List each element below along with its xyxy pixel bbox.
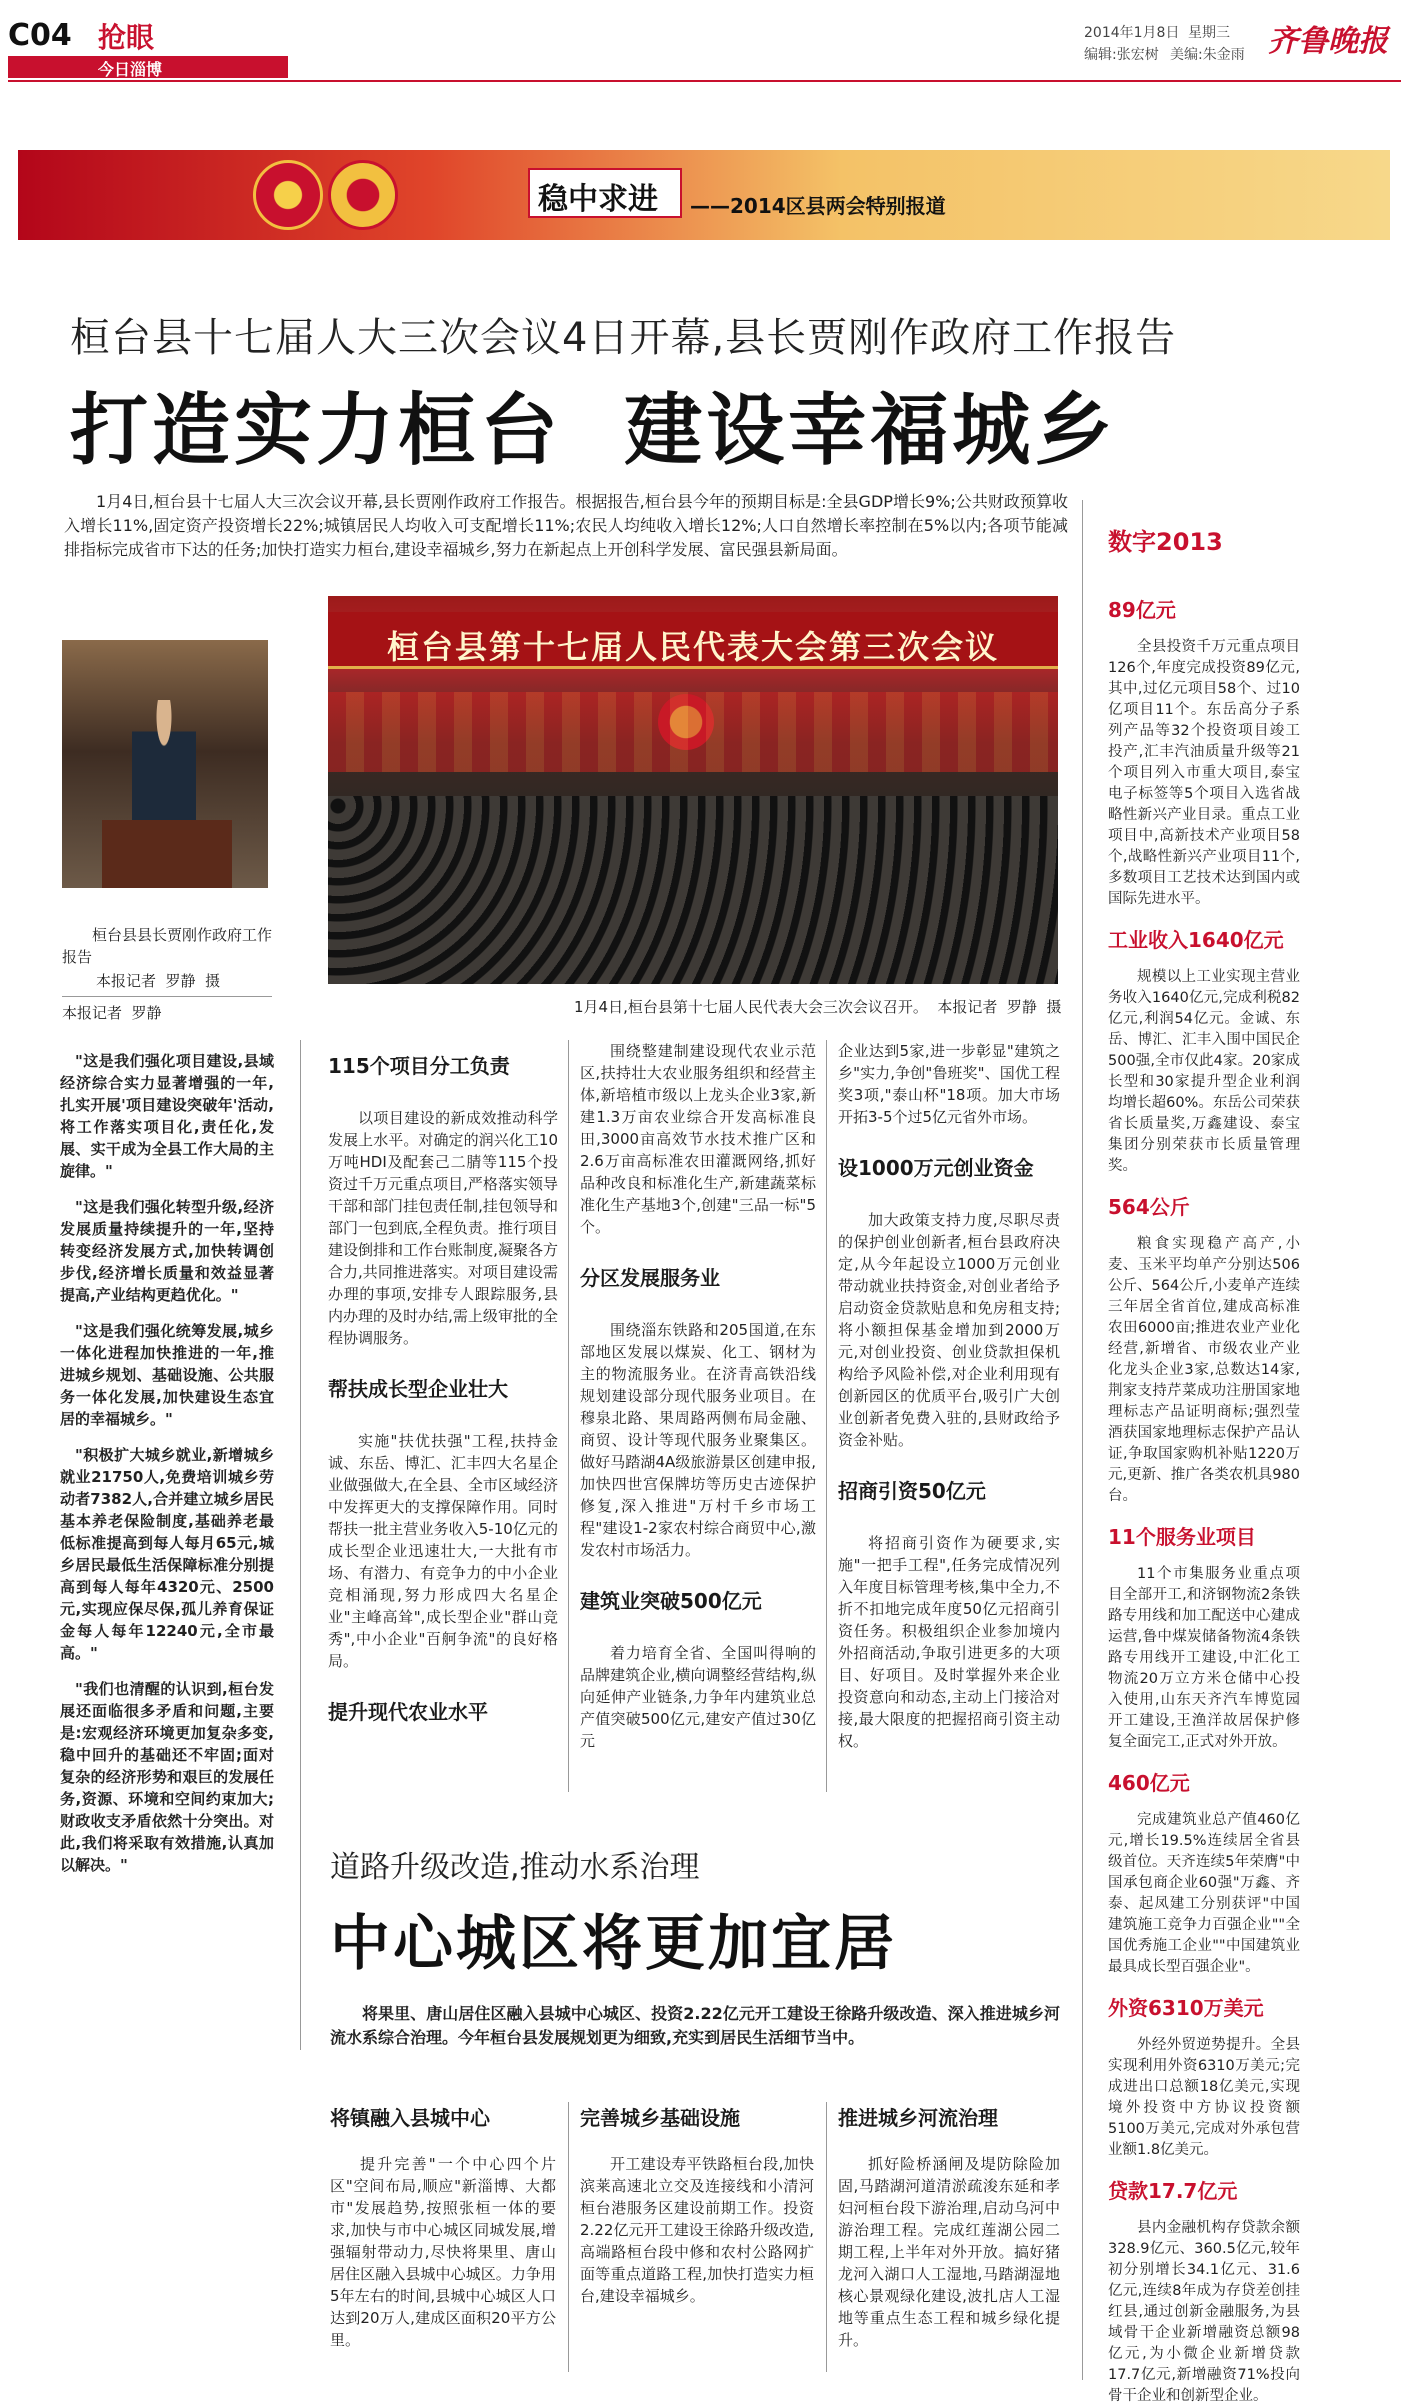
section-heading: 将镇融入县城中心 xyxy=(330,2106,490,2130)
section-name: 抢眼 xyxy=(98,21,155,54)
page-header xyxy=(0,0,1409,80)
editor-credit: 编辑:张宏树 xyxy=(1084,47,1159,63)
byline: 本报记者 罗静 xyxy=(62,1004,162,1022)
main-photo-caption: 1月4日,桓台县第十七届人民代表大会三次会议召开。 本报记者 罗静 摄 xyxy=(574,998,1062,1016)
stat-text: 规模以上工业实现主营业务收入1640亿元,完成利税82亿元,利润54亿元。金诚、东岳、博汇、汇丰入围中国民企500强,全市仅此4家。20家成长型和30家提升型企业利润均增长超60%。东岳公司荣获省长质量奖,万鑫建设、泰宝集团分别荣获市长质量管理奖。 xyxy=(1108,969,1300,1174)
quote-item: "我们也清醒的认识到,桓台发展还面临很多矛盾和问题,主要是:宏观经济环境更加复杂多变,稳中回升的基础还不牢固;面对复杂的经济形势和艰巨的发展任务,资源、环境和空间约束加大;财政收支矛盾依然十分突出。对此,我们将采取有效措施,认真加以解决。" xyxy=(60,1680,274,1874)
section-heading: 建筑业突破500亿元 xyxy=(580,1589,762,1613)
section-heading: 招商引资50亿元 xyxy=(838,1479,986,1503)
stat-heading: 89亿元 xyxy=(1108,598,1176,622)
quote-item: "这是我们强化统筹发展,城乡一体化进程加快推进的一年,推进城乡规划、基础设施、公共服务一体化发展,加快建设生态宜居的幸福城乡。" xyxy=(60,1322,274,1428)
stat-text: 粮食实现稳产高产,小麦、玉米平均单产分别达506公斤、564公斤,小麦单产连续三年居全省首位,建成高标准农田6000亩;推进农业产业化经营,新增省、市级农业产业化龙头企业3家,总数达14家,荆家支持芹菜成功注册国家地理标志产品证明商标;强烈莹酒获国家地理标志保护产品认证,争取国家购机补贴1220万元,更新、推广各类农机具980台。 xyxy=(1108,1236,1300,1504)
article-col-1 xyxy=(328,1050,558,1725)
section-heading: 115个项目分工负责 xyxy=(328,1054,510,1078)
article-text: 提升完善"一个中心四个片区"空间布局,顺应"新淄博、大都市"发展趋势,按照张桓一体的要求,加快与市中心城区同城发展,增强辐射带动力,尽快将果里、唐山居住区融入县城中心城区。力争用5年左右的时间,县城中心城区人口达到20万人,建成区面积20平方公里。 xyxy=(330,2155,556,2349)
article-col-3 xyxy=(838,1040,1060,1752)
stat-text: 县内金融机构存贷款余额328.9亿元、360.5亿元,较年初分别增长34.1亿元、31.6亿元,连续8年成为存贷差创挂红县,通过创新金融服务,为县域骨干企业新增融资总额98亿元,为小微企业新增贷款17.7亿元,新增融资71%投向骨干企业和创新型企业。 xyxy=(1108,2220,1300,2404)
sidebar xyxy=(1108,594,1300,2407)
special-report-banner xyxy=(18,150,1390,240)
newspaper-logo: 齐鲁晚报 xyxy=(1268,24,1388,59)
column-divider xyxy=(826,1040,827,1792)
section-heading: 帮扶成长型企业壮大 xyxy=(328,1377,508,1401)
quote-item: "这是我们强化转型升级,经济发展质量持续提升的一年,坚持转变经济发展方式,加快转调创步伐,经济增长质量和效益显著提高,产业结构更趋优化。" xyxy=(60,1198,274,1304)
column-divider xyxy=(826,2102,827,2372)
stage-flags xyxy=(328,692,1058,772)
stat-text: 全县投资千万元重点项目126个,年度完成投资89亿元,其中,过亿元项目58个、过10亿项目11个。东岳高分子系列产品等32个投资项目竣工投产,汇丰汽油质量升级等21个项目列入市重大项目,泰宝电子标签等5个项目入选省战略性新兴产业目录。重点工业项目中,高新技术产业项目58个,战略性新兴产业项目11个,多数项目工艺技术达到国内或国际先进水平。 xyxy=(1108,639,1300,907)
section-heading: 完善城乡基础设施 xyxy=(580,2106,740,2130)
hall-banner-text: 桓台县第十七届人民代表大会第三次会议 xyxy=(386,628,999,666)
column-divider xyxy=(300,1040,301,2050)
second-col-3 xyxy=(838,2102,1060,2351)
stat-text: 完成建筑业总产值460亿元,增长19.5%连续居全省县级首位。天齐连续5年荣膺"中国承包商企业60强"万鑫、齐泰、起凤建工分别获评"中国建筑施工竞争力百强企业""全国优秀施工企业""中国建筑业最具成长型百强企业"。 xyxy=(1108,1812,1300,1975)
quote-item: "这是我们强化项目建设,县域经济综合实力显著增强的一年,扎实开展'项目建设突破年'活动,将工作落实项目化,责任化,发展、实干成为全县工作大局的主旋律。" xyxy=(60,1052,274,1180)
section-heading: 设1000万元创业资金 xyxy=(838,1156,1034,1180)
stat-heading: 工业收入1640亿元 xyxy=(1108,928,1284,952)
headline-main: 打造实力桓台 建设幸福城乡 xyxy=(70,386,1117,476)
stat-heading: 贷款17.7亿元 xyxy=(1108,2179,1238,2203)
issue-weekday: 星期三 xyxy=(1188,25,1230,41)
article-text: 围绕淄东铁路和205国道,在东部地区发展以煤炭、化工、钢材为主的物流服务业。在济青高铁沿线规划建设部分现代服务业项目。在穆泉北路、果周路两侧布局金融、商贸、设计等现代服务业聚集区。做好马踏湖4A级旅游景区创建申报,加快四世宫保牌坊等历史古迹保护修复,深入推进"万村千乡市场工程"建设1-2家农村综合商贸中心,激发农村市场活力。 xyxy=(580,1321,816,1559)
portrait-rule xyxy=(62,996,272,997)
designer-credit: 美编:朱金雨 xyxy=(1170,47,1245,63)
sidebar-divider xyxy=(1082,500,1083,2380)
portrait-credit: 本报记者 罗静 摄 xyxy=(96,972,221,990)
page-code: C04 xyxy=(8,18,72,53)
article-text: 实施"扶优扶强"工程,扶持金诚、东岳、博汇、汇丰四大名星企业做强做大,在全县、全市区域经济中发挥更大的支撑保障作用。同时帮扶一批主营业务收入5-10亿元的成长型企业迅速壮大,一大批有市场、有潜力、有竞争力的中小企业竞相涌现,努力形成四大名星企业"主峰高耸",成长型企业"群山竞秀",中小企业"百舸争流"的良好格局。 xyxy=(328,1432,558,1670)
article-text: 开工建设寿平铁路桓台段,加快滨莱高速北立交及连接线和小清河桓台港服务区建设前期工作。投资2.22亿元开工建设王徐路升级改造,高端路桓台段中修和农村公路网扩面等重点道路工程,加快打造实力桓台,建设幸福城乡。 xyxy=(580,2155,814,2305)
banner-title: 稳中求进 xyxy=(538,182,658,217)
lead-paragraph: 1月4日,桓台县十七届人大三次会议开幕,县长贾刚作政府工作报告。根据报告,桓台县今年的预期目标是:全县GDP增长9%;公共财政预算收入增长11%,固定资产投资增长22%;城镇居民人均收入可支配增长11%;农民人均纯收入增长12%;人口自然增长率控制在5%以内;各项节能减排指标完成省市下达的任务;加快打造实力桓台,建设幸福城乡,努力在新起点上开创科学发展、富民强县新局面。 xyxy=(64,492,1068,559)
column-divider xyxy=(568,1040,569,1792)
quotes-column xyxy=(60,1050,274,1890)
article-text: 将招商引资作为硬要求,实施"一把手工程",任务完成情况列入年度目标管理考核,集中全力,不折不扣地完成年度50亿元招商引资任务。积极组织企业参加境内外招商活动,争取引进更多的大项目、好项目。及时掌握外来企业投资意向和动态,主动上门接洽对接,最大限度的把握招商引资主动权。 xyxy=(838,1534,1060,1750)
article-text: 抓好险桥涵闸及堤防除险加固,马踏湖河道清淤疏浚东延和孝妇河桓台段下游治理,启动乌河中游治理工程。完成红莲湖公园二期工程,上半年对外开放。搞好猪龙河入湖口人工湿地,马踏湖湿地核心景观绿化建设,波扎店人工湿地等重点生态工程和城乡绿化提升。 xyxy=(838,2155,1060,2349)
article-text: 着力培育全省、全国叫得响的品牌建筑企业,横向调整经营结构,纵向延伸产业链条,力争年内建筑业总产值突破500亿元,建安产值过30亿元 xyxy=(580,1644,816,1750)
section-heading: 提升现代农业水平 xyxy=(328,1700,488,1724)
quote-item: "积极扩大城乡就业,新增城乡就业21750人,免费培训城乡劳动者7382人,合并建立城乡居民基本养老保险制度,基础养老最低标准提高到每人每月65元,城乡居民最低生活保障标准分别提高到每人每年4320元、2500元,实现应保尽保,孤儿养育保证金每人每年12240元,全市最高。" xyxy=(60,1446,274,1662)
stat-text: 外经外贸逆势提升。全县实现利用外资6310万美元;完成进出口总额18亿美元,实现境外投资中方协议投资额5100万美元,完成对外承包营业额1.8亿美元。 xyxy=(1108,2037,1300,2158)
section-heading: 分区发展服务业 xyxy=(580,1266,720,1290)
article-text: 企业达到5家,进一步彰显"建筑之乡"实力,争创"鲁班奖"、国优工程奖3项,"泰山杯"18项。加大市场开拓3-5个过5亿元省外市场。 xyxy=(838,1042,1060,1126)
portrait-photo xyxy=(62,640,268,888)
podium xyxy=(102,820,232,888)
banner-subtitle: ——2014区县两会特别报道 xyxy=(690,194,946,218)
article-col-2 xyxy=(580,1040,816,1752)
party-emblem-icon xyxy=(328,160,398,230)
headline-kicker: 桓台县十七届人大三次会议4日开幕,县长贾刚作政府工作报告 xyxy=(70,315,1177,361)
subsection-name: 今日淄博 xyxy=(98,60,163,79)
second-col-1 xyxy=(330,2102,556,2351)
header-rule xyxy=(8,80,1401,82)
issue-date: 2014年1月8日 xyxy=(1084,25,1180,41)
article-text: 以项目建设的新成效推动科学发展上水平。对确定的润兴化工10万吨HDI及配套己二腈等115个投资过千万元重点项目,严格落实领导干部和部门挂包责任制,挂包领导和部门一包到底,全程负责。推行项目建设倒排和工作台账制度,凝聚各方合力,共同推进落实。对项目建设需办理的事项,安排专人跟踪服务,县内办理的及时办结,需上级审批的全程协调服务。 xyxy=(328,1109,558,1347)
column-divider xyxy=(568,2102,569,2372)
article-text: 围绕整建制建设现代农业示范区,扶持壮大农业服务组织和经营主体,新培植市级以上龙头企业3家,新建1.3万亩农业综合开发高标准良田,3000亩高效节水技术推广区和2.6万亩高标准农田灌溉网络,抓好品种改良和标准化生产,新建蔬菜标准化生产基地3个,创建"三品一标"5个。 xyxy=(580,1042,816,1236)
second-lead: 将果里、唐山居住区融入县城中心城区、投资2.22亿元开工建设王徐路升级改造、深入推进城乡河流水系综合治理。今年桓台县发展规划更为细致,充实到居民生活细节当中。 xyxy=(330,2004,1060,2047)
stat-text: 11个市集服务业重点项目全部开工,和济钢物流2条铁路专用线和加工配送中心建成运营,鲁中煤炭储备物流4条铁路专用线开工建设,中汇化工物流20万立方米仓储中心投入使用,山东天齐汽车博览园开工建设,王渔洋故居保护修复全面完工,正式对外开放。 xyxy=(1108,1566,1300,1750)
sidebar-title: 数字2013 xyxy=(1108,528,1223,556)
section-heading: 推进城乡河流治理 xyxy=(838,2106,998,2130)
stat-heading: 11个服务业项目 xyxy=(1108,1525,1256,1549)
second-headline: 中心城区将更加宜居 xyxy=(330,1909,897,1979)
second-kicker: 道路升级改造,推动水系治理 xyxy=(330,1850,700,1885)
audience xyxy=(328,796,1058,984)
portrait-caption: 桓台县县长贾刚作政府工作报告 xyxy=(62,926,273,966)
stat-heading: 564公斤 xyxy=(1108,1195,1190,1219)
speaker-figure xyxy=(132,700,196,840)
article-text: 加大政策支持力度,尽职尽责的保护创业创新者,桓台县政府决定,从今年起设立1000万元创业带动就业扶持资金,对创业者给予启动资金贷款贴息和免房租支持;将小额担保基金增加到2000万元,对创业投资、创业贷款担保机构给予风险补偿,对企业利用现有创新园区的优质平台,吸引广大创业创新者免费入驻的,县财政给予资金补贴。 xyxy=(838,1211,1060,1449)
main-photo xyxy=(328,596,1058,984)
stat-heading: 460亿元 xyxy=(1108,1771,1190,1795)
stat-heading: 外资6310万美元 xyxy=(1108,1996,1264,2020)
second-col-2 xyxy=(580,2102,814,2307)
national-emblem-icon xyxy=(253,160,323,230)
